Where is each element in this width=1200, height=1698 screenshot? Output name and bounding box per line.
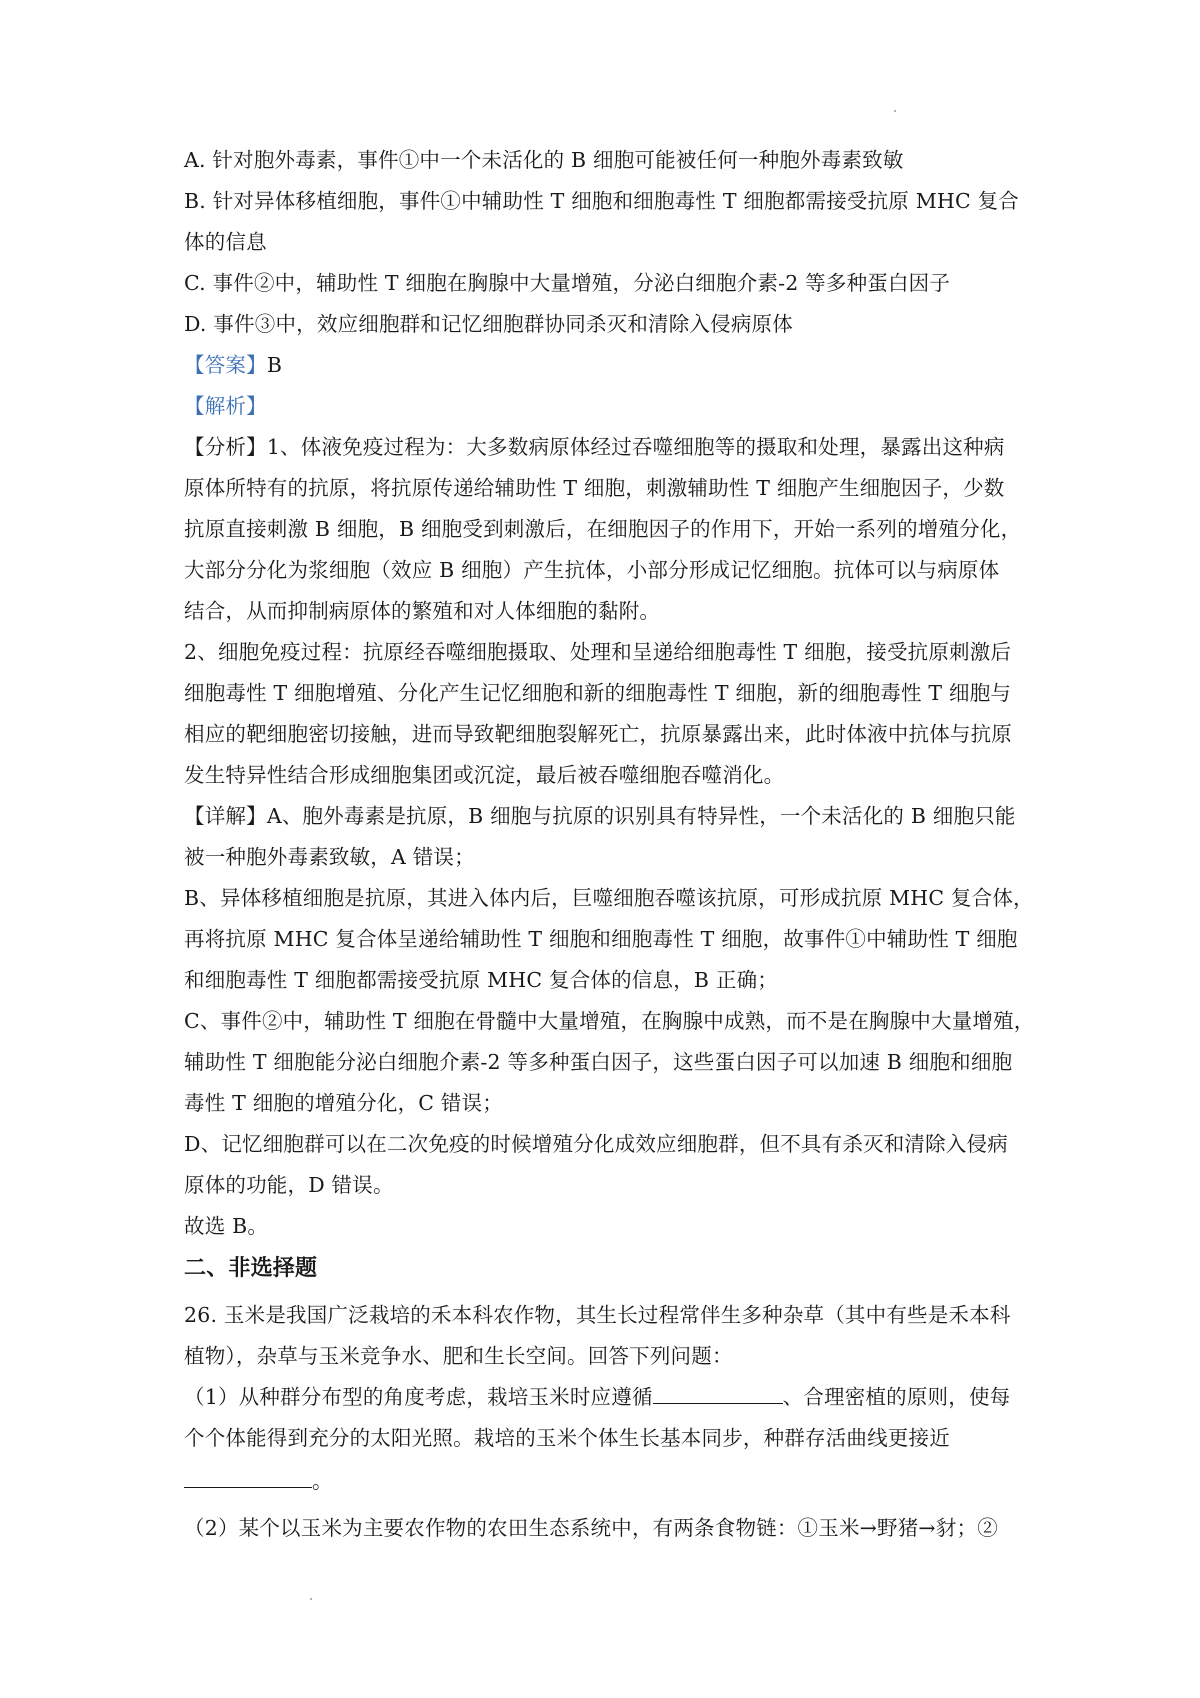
detail-d-line2: 原体的功能，D 错误。 [184,1173,394,1197]
analysis-sub-tag: 【分析】 [184,435,267,459]
scan-dot [310,1598,312,1600]
option-d: D. 事件③中，效应细胞群和记忆细胞群协同杀灭和清除入侵病原体 [184,312,793,336]
detail-a-line1 [184,801,1034,831]
analysis-p1-line1 [184,432,1034,462]
q26-sub1-end: 。 [312,1469,333,1493]
detail-a-line2: 被一种胞外毒素致敏，A 错误； [184,845,475,869]
analysis-p1-line4: 大部分分化为浆细胞（效应 B 细胞）产生抗体，小部分形成记忆细胞。抗体可以与病原体 [184,558,1000,582]
option-b-line1: B. 针对异体移植细胞，事件①中辅助性 T 细胞和细胞毒性 T 细胞都需接受抗原 MHC 复合 [184,189,1019,213]
detail-tag: 【详解】 [184,804,267,828]
analysis-p2-line2: 细胞毒性 T 细胞增殖、分化产生记忆细胞和新的细胞毒性 T 细胞，新的细胞毒性 T 细胞与 [184,681,1012,705]
analysis-p2-line4: 发生特异性结合形成细胞集团或沉淀，最后被吞噬细胞吞噬消化。 [184,763,785,787]
detail-d-line1: D、记忆细胞群可以在二次免疫的时候增殖分化成效应细胞群，但不具有杀灭和清除入侵病 [184,1132,1008,1156]
answer-value: B [266,353,283,377]
q26-sub1-line1 [184,1382,1034,1412]
detail-c-line3: 毒性 T 细胞的增殖分化，C 错误； [184,1091,504,1115]
answer-blank-1[interactable] [653,1385,783,1404]
q26-sub1-text-a: （1）从种群分布型的角度考虑，栽培玉米时应遵循 [184,1385,653,1409]
q26-sub1-line2: 个个体能得到充分的太阳光照。栽培的玉米个体生长基本同步，种群存活曲线更接近 [184,1426,950,1450]
detail-b-line1: B、异体移植细胞是抗原，其进入体内后，巨噬细胞吞噬该抗原，可形成抗原 MHC 复合体， [184,886,1034,910]
q26-sub1-line3 [184,1466,1034,1496]
option-a: A. 针对胞外毒素，事件①中一个未活化的 B 细胞可能被任何一种胞外毒素致敏 [184,148,904,172]
answer-line [184,350,1034,380]
detail-b-line2: 再将抗原 MHC 复合体呈递给辅助性 T 细胞和细胞毒性 T 细胞，故事件①中辅助性 T 细胞 [184,927,1018,951]
analysis-p2-line1: 2、细胞免疫过程：抗原经吞噬细胞摄取、处理和呈递给细胞毒性 T 细胞，接受抗原刺激后 [184,640,1012,664]
detail-conclusion: 故选 B。 [184,1214,269,1238]
section-heading: 二、非选择题 [184,1256,318,1281]
q26-sub2-line1: （2）某个以玉米为主要农作物的农田生态系统中，有两条食物链：①玉米→野猪→豺；② [184,1516,998,1540]
analysis-p1-line3: 抗原直接刺激 B 细胞，B 细胞受到刺激后，在细胞因子的作用下，开始一系列的增殖分化， [184,517,1022,541]
answer-tag: 【答案】 [184,353,267,377]
q26-line2: 植物），杂草与玉米竞争水、肥和生长空间。回答下列问题： [184,1344,733,1368]
analysis-p1-line5: 结合，从而抑制病原体的繁殖和对人体细胞的黏附。 [184,599,661,623]
analysis-tag: 【解析】 [184,394,267,418]
option-c: C. 事件②中，辅助性 T 细胞在胸腺中大量增殖，分泌白细胞介素-2 等多种蛋白因子 [184,271,951,295]
analysis-p1-line2: 原体所特有的抗原，将抗原传递给辅助性 T 细胞，刺激辅助性 T 细胞产生细胞因子，少数 [184,476,1005,500]
analysis-p2-line3: 相应的靶细胞密切接触，进而导致靶细胞裂解死亡，抗原暴露出来，此时体液中抗体与抗原 [184,722,1012,746]
analysis-p1-text: 1、体液免疫过程为：大多数病原体经过吞噬细胞等的摄取和处理，暴露出这种病 [266,435,1005,459]
detail-b-line3: 和细胞毒性 T 细胞都需接受抗原 MHC 复合体的信息，B 正确； [184,968,778,992]
answer-blank-2[interactable] [184,1469,312,1488]
q26-line1: 26. 玉米是我国广泛栽培的禾本科农作物，其生长过程常伴生多种杂草（其中有些是禾本科 [184,1303,1011,1327]
q26-sub1-text-b: 、合理密植的原则，使每 [782,1385,1011,1409]
detail-a-text: A、胞外毒素是抗原，B 细胞与抗原的识别具有特异性，一个未活化的 B 细胞只能 [266,804,1016,828]
scan-dot [894,110,896,112]
option-b-line2: 体的信息 [184,230,267,254]
detail-c-line1: C、事件②中，辅助性 T 细胞在骨髓中大量增殖，在胸腺中成熟，而不是在胸腺中大量增殖， [184,1009,1035,1033]
detail-c-line2: 辅助性 T 细胞能分泌白细胞介素-2 等多种蛋白因子，这些蛋白因子可以加速 B 细胞和细胞 [184,1050,1013,1074]
